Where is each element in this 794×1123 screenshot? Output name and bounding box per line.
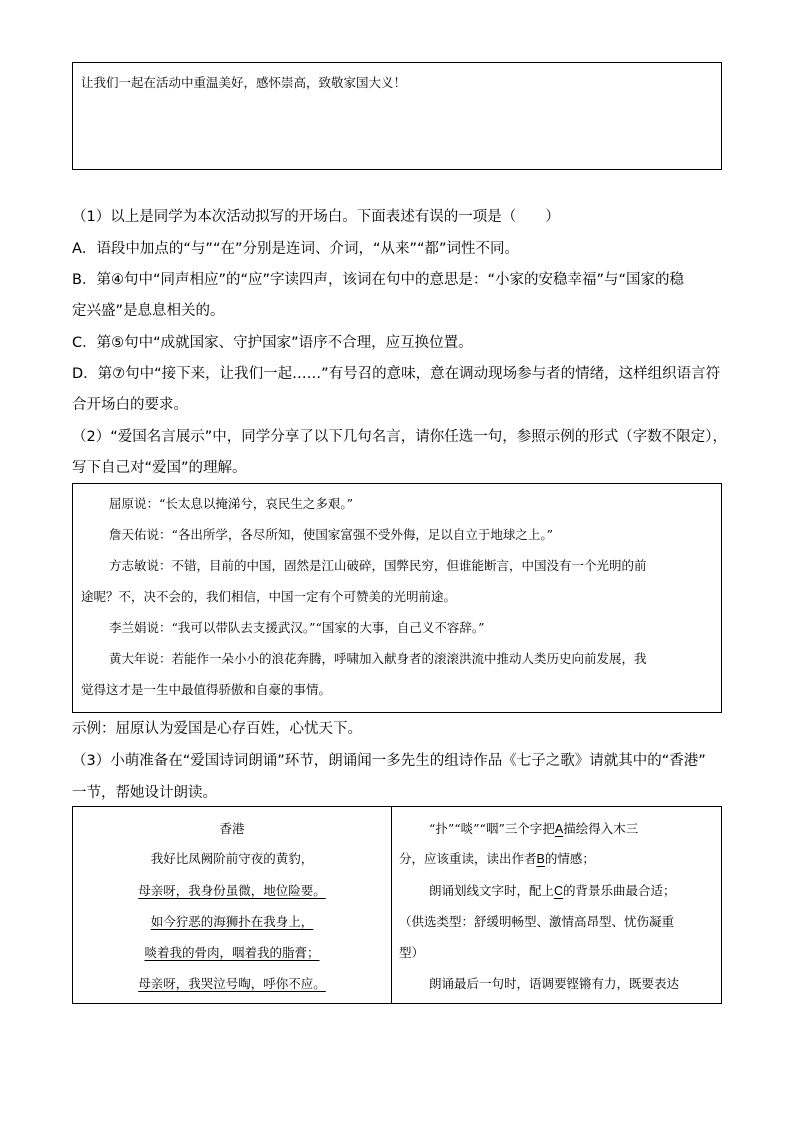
analysis-line-2 bbox=[399, 851, 595, 867]
intro-text: 让我们一起在活动中重温美好，感怀崇高，致敬家国大义！ bbox=[81, 75, 407, 90]
quote-fang-zhimin-line2: 途呢？不，决不会的，我们相信，中国一定有个可赞美的光明前途。 bbox=[81, 589, 457, 604]
q3-stem-line1: （3）小萌准备在“爱国诗词朗诵”环节，朗诵闻一多先生的组诗作品《七子之歌》请就其中的“香港” bbox=[72, 753, 706, 769]
quotes-box bbox=[72, 483, 722, 713]
analysis-line-2-a: 分，应该重读，读出作者 bbox=[399, 851, 537, 866]
q2-stem-line2: 写下自己对“爱国”的理解。 bbox=[72, 460, 247, 476]
poem-line-3-text: 如今狞恶的海狮扑在我身上， bbox=[150, 914, 314, 929]
analysis-line-4: （供选类型：舒缓明畅型、激情高昂型、忧伤凝重 bbox=[399, 914, 675, 929]
quote-qu-yuan: 屈原说：“长太息以掩涕兮，哀民生之多艰。” bbox=[109, 496, 354, 511]
q2-stem-line1: （2）“爱国名言展示”中，同学分享了以下几句名言，请你任选一句，参照示例的形式（字数不限定）， bbox=[72, 429, 727, 445]
q1-option-a: A．语段中加点的“与”“在”分别是连词、介词，“从来”“都”词性不同。 bbox=[72, 241, 520, 257]
analysis-line-1-a: “扑”“啖”“咽”三个字把 bbox=[429, 821, 555, 836]
poem-table bbox=[72, 806, 722, 1004]
analysis-line-5: 型） bbox=[399, 945, 425, 960]
analysis-line-2-b: 的情感； bbox=[544, 851, 595, 866]
poem-line-4-text: 啖着我的骨肉，咽着我的脂膏； bbox=[144, 945, 320, 960]
analysis-line-6: 朗诵最后一句时，语调要铿锵有力，既要表达 bbox=[429, 976, 680, 991]
analysis-line-3 bbox=[429, 883, 676, 899]
q1-stem: （1）以上是同学为本次活动拟写的开场白。下面表述有误的一项是（ ） bbox=[72, 209, 560, 225]
analysis-line-3-a: 朗诵划线文字时，配上 bbox=[429, 883, 555, 898]
q1-option-d-line2: 合开场白的要求。 bbox=[72, 397, 188, 413]
blank-a: A bbox=[554, 822, 564, 836]
blank-b: B bbox=[536, 852, 545, 866]
poem-line-5 bbox=[73, 976, 391, 992]
poem-line-1: 我好比凤阙阶前守夜的黄豹， bbox=[150, 851, 314, 866]
quote-zhan-tianyou: 詹天佑说：“各出所学，各尽所知，使国家富强不受外侮，足以自立于地球之上。” bbox=[109, 527, 554, 542]
poem-line-3 bbox=[73, 914, 391, 930]
q1-option-b-line2: 定兴盛”是息息相关的。 bbox=[72, 303, 225, 319]
blank-c: C bbox=[554, 884, 564, 898]
q1-option-d-line1: D．第⑦句中“接下来，让我们一起……”有号召的意味，意在调动现场参与者的情绪，这样组织语言符 bbox=[72, 366, 721, 382]
q3-stem-line2: 一节，帮她设计朗读。 bbox=[72, 785, 217, 801]
poem-line-2 bbox=[73, 883, 391, 899]
quote-huang-danian-line2: 觉得这才是一生中最值得骄傲和自豪的事情。 bbox=[81, 682, 332, 697]
poem-line-2-text: 母亲呀，我身份虽微，地位险要。 bbox=[138, 883, 326, 898]
intro-box bbox=[72, 62, 722, 170]
q1-option-b-line1: B．第④句中“同声相应”的“应”字读四声，该词在句中的意思是：“小家的安稳幸福”与“国家的稳 bbox=[72, 272, 685, 288]
analysis-line-3-b: 的背景乐曲最合适； bbox=[563, 883, 676, 898]
quote-li-lanjuan: 李兰娟说：“我可以带队去支援武汉。”“国家的大事，自己义不容辞。” bbox=[109, 620, 485, 635]
q2-example: 示例：屈原认为爱国是心存百姓，心忧天下。 bbox=[72, 721, 362, 737]
quote-huang-danian-line1: 黄大年说：若能作一朵小小的浪花奔腾，呼啸加入献身者的滚滚洪流中推动人类历史向前发展，我 bbox=[109, 651, 647, 666]
table-divider bbox=[391, 807, 392, 1003]
poem-title: 香港 bbox=[219, 821, 245, 836]
poem-line-5-text: 母亲呀，我哭泣号啕，呼你不应。 bbox=[138, 976, 326, 991]
analysis-line-1 bbox=[429, 821, 638, 837]
poem-line-4 bbox=[73, 945, 391, 961]
quote-fang-zhimin-line1: 方志敏说：不错，目前的中国，固然是江山破碎，国弊民穷，但谁能断言，中国没有一个光明的前 bbox=[109, 558, 647, 573]
analysis-line-1-b: 描绘得入木三 bbox=[563, 821, 639, 836]
q1-option-c: C．第⑤句中“成就国家、守护国家”语序不合理，应互换位置。 bbox=[72, 335, 473, 351]
